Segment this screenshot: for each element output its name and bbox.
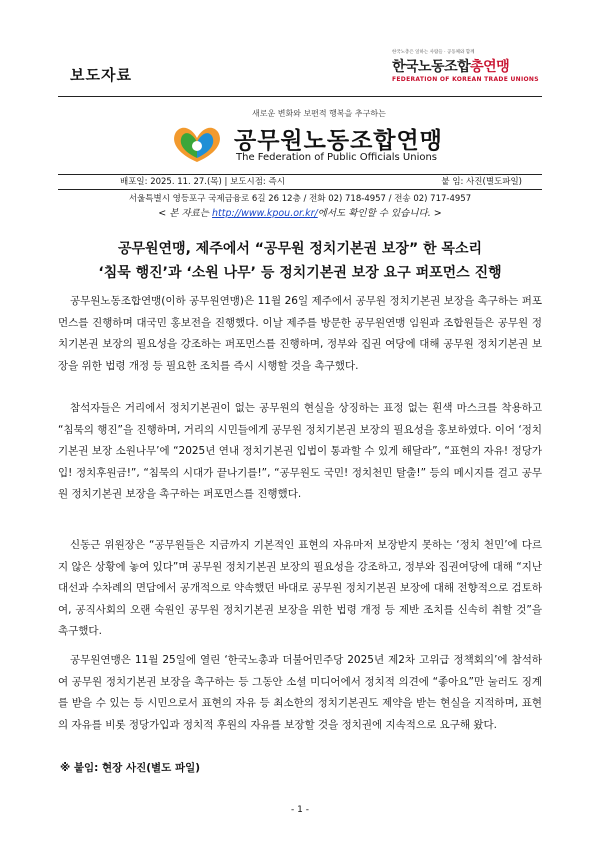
fktu-logo-small-text: 한국노총은 일하는 사람들 · 공동체와 함께 [392,50,475,55]
headline-line-1: 공무원연맹, 제주에서 “공무원 정치기본권 보장” 한 목소리 [117,241,482,257]
distribution-info-bar [58,174,542,190]
body-paragraph-2 [58,398,542,506]
org-english-name: The Federation of Public Officials Unions [236,152,438,163]
website-link[interactable]: http://www.kpou.or.kr/ [212,208,318,219]
attachment-line: ※ 붙임: 현장 사진(별도 파일) [60,762,201,774]
website-notice [0,205,600,219]
body-paragraph-1-text: 공무원노동조합연맹(이하 공무원연맹)은 11월 26일 제주에서 공무원 정치기본권 보장을 촉구하는 퍼포먼스를 진행하며 대국민 홍보전을 진행했다. 이날 제주를 방문한 공무원연맹 임원과 조합원들은 공무원 정치기본권 보장의 필요성을 강조하는 퍼포먼스를 진행하며, 정부와 집권 여당에 대해 공무원 정치기본권 보장을 위한 법령 개정 등 필요한 조치를 즉시 시행할 것을 촉구했다. [58,295,542,372]
body-paragraph-2-text: 참석자들은 거리에서 정치기본권이 없는 공무원의 현실을 상징하는 표정 없는 흰색 마스크를 착용하고 “침묵의 행진”을 진행하며, 거리의 시민들에게 공무원 정치기본권 보장의 필요성을 홍보하였다. 이어 ‘정치기본권 보장 소원나무’에 “2025년 연내 정치기본권 입법이 통과할 수 있게 해달라”, “표현의 자유! 정당가입! 정치후원금!”, “침묵의 시대가 끝나기를!”, “공무원도 국민! 정치천민 탈출!” 등의 메시지를 걸고 공무원 정치기본권 보장을 촉구하는 퍼포먼스를 진행했다. [58,402,542,500]
body-paragraph-3-text: 신동근 위원장은 “공무원들은 지금까지 기본적인 표현의 자유마저 보장받지 못하는 ‘정치 천민’에 다르지 않은 상황에 놓여 있다”며 공무원 정치기본권 보장의 필요성을 강조하고, 정부와 집권여당에 대해 “지난 대선과 수차례의 면담에서 공개적으로 약속했던 바대로 공무원 정치기본권 보장에 대해 전향적으로 검토하여, 공직사회의 오랜 숙원인 공무원 정치기본권 보장을 위한 법령 개정 등 제반 조치를 신속히 취할 것”을 촉구했다. [58,539,542,637]
org-header [168,108,468,170]
org-name: 공무원노동조합연맹 [234,128,443,154]
fktu-logo-korean [392,56,542,76]
notice-suffix: 에서도 확인할 수 있습니다. > [317,208,442,219]
notice-prefix: < 본 자료는 [158,208,213,219]
body-paragraph-3 [58,535,542,643]
fktu-logo [392,50,542,83]
org-slogan: 새로운 변화와 보편적 행복을 추구하는 [252,109,386,118]
headline-line-2: ‘침묵 행진’과 ‘소원 나무’ 등 정치기본권 보장 요구 퍼포먼스 진행 [98,265,502,281]
attachment-note: 붙 임: 사진(별도파일) [441,177,522,187]
contact-address: 서울특별시 영등포구 국제금융로 6길 26 12층 / 전화 02) 718-4957 / 전송 02) 717-4957 [128,194,472,204]
distribution-date: 배포일: 2025. 11. 27.(목) | 보도시점: 즉시 [120,177,285,187]
fktu-logo-korean-prefix: 한국노동조합 [392,59,471,75]
fktu-logo-english: FEDERATION OF KOREAN TRADE UNIONS [392,76,542,83]
body-paragraph-4-text: 공무원연맹은 11월 25일에 열린 ‘한국노총과 더불어민주당 2025년 제2차 고위급 정책회의’에 참석하여 공무원 정치기본권 보장을 촉구하는 등 그동안 소셜 미디어에서 정치적 의견에 “좋아요”만 눌러도 징계를 받을 수 있는 등 시민으로서 표현의 자유 등 최소한의 정치기본권도 제약을 받는 현실을 지적하며, 표현의 자유를 비롯 정당가입과 정치적 후원의 자유를 보장할 것을 정치권에 지속적으로 요구해 왔다. [58,654,542,731]
fktu-logo-korean-suffix: 총연맹 [470,59,510,75]
org-emblem-icon [168,122,226,166]
page-number: - 1 - [291,805,309,815]
press-release-label: 보도자료 [70,66,132,84]
body-paragraph-1 [58,291,542,377]
body-paragraph-4 [58,650,542,736]
header-divider [58,96,542,97]
